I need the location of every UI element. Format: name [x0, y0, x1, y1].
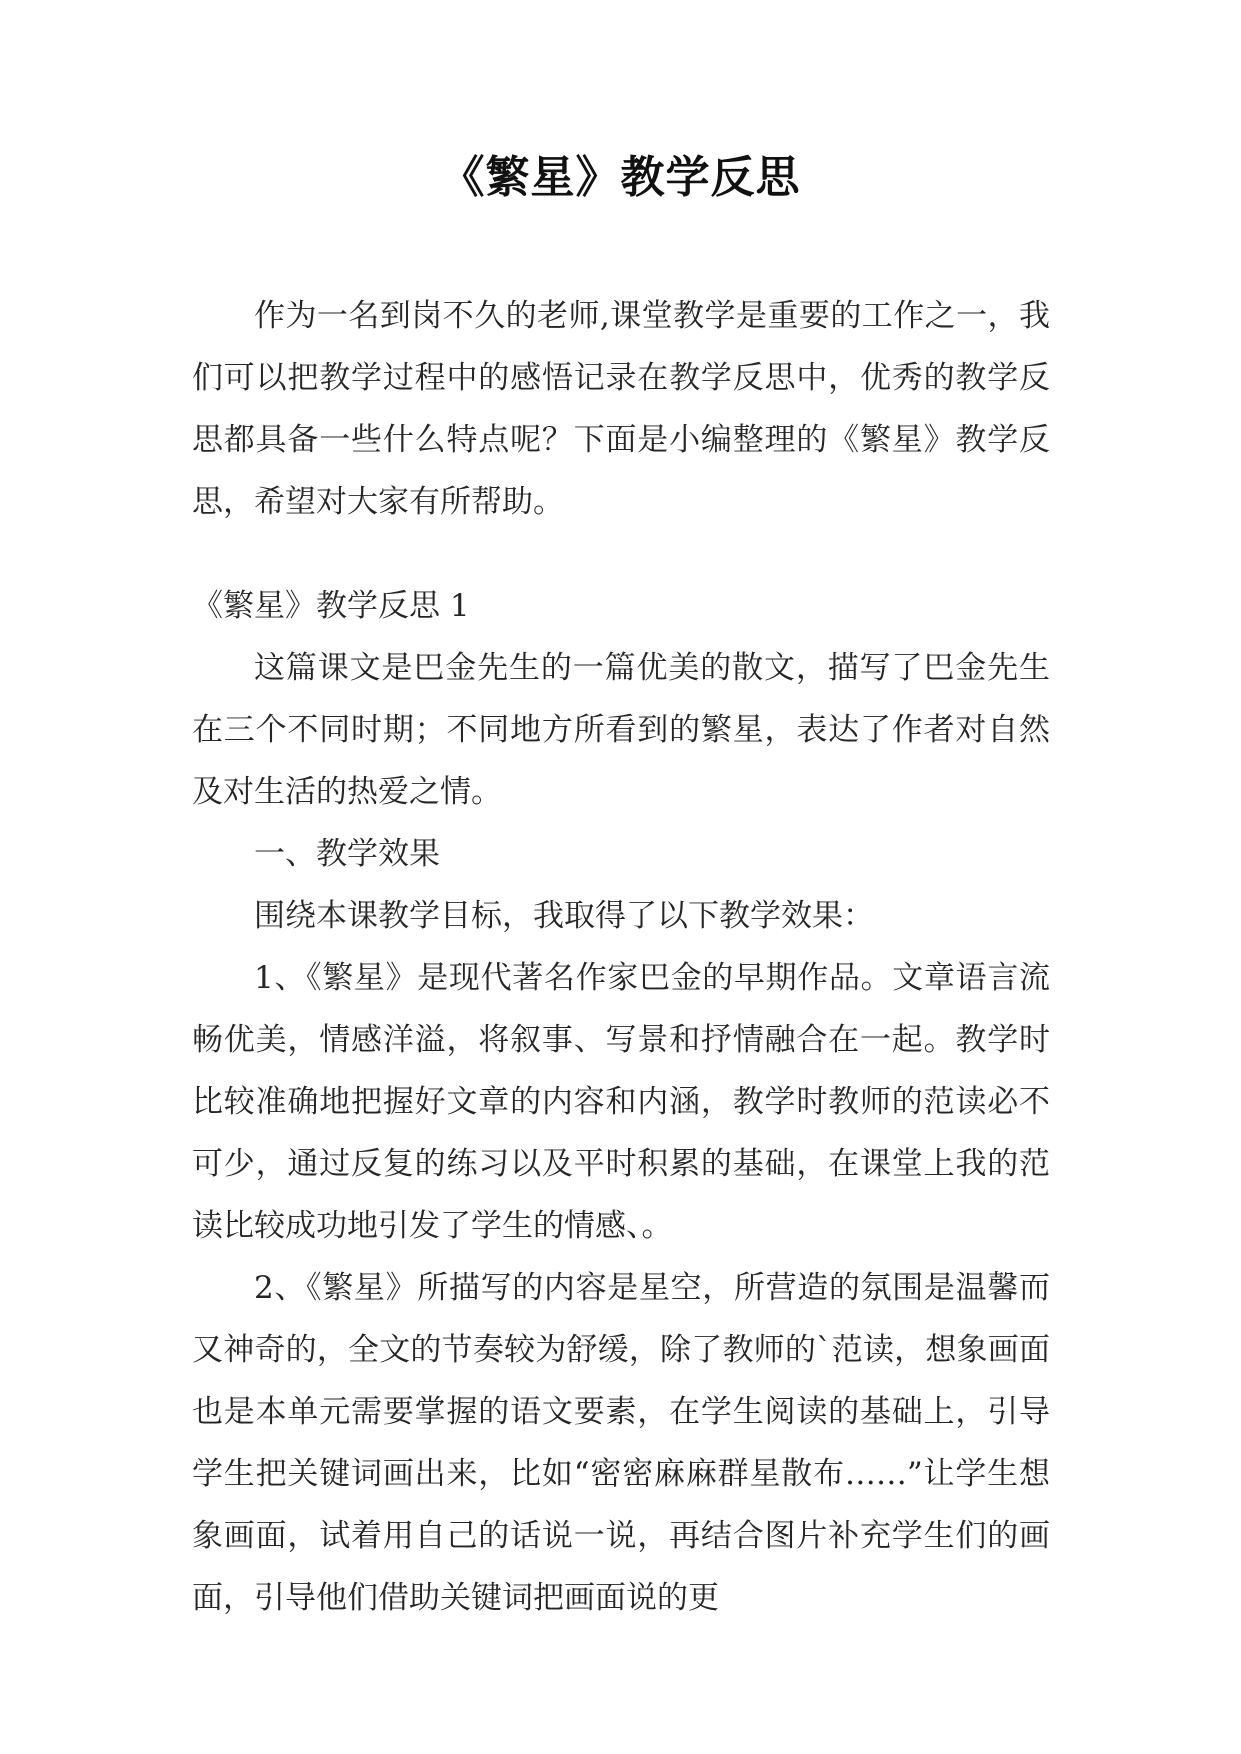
section-heading: 《繁星》教学反思 1	[192, 588, 470, 624]
intro-paragraph: 作为一名到岗不久的老师,课堂教学是重要的工作之一，我们可以把教学过程中的感悟记录在教学反思中，优秀的教学反思都具备一些什么特点呢？下面是小编整理的《繁星》教学反思，希望对大家有所帮助。	[192, 298, 1050, 520]
body-paragraph: 2、《繁星》所描写的内容是星空，所营造的氛围是温馨而又神奇的，全文的节奏较为舒缓，除了教师的`范读，想象画面也是本单元需要掌握的语文要素，在学生阅读的基础上，引导学生把关键词画出来，比如“密密麻麻群星散布……”让学生想象画面，试着用自己的话说一说，再结合图片补充学生们的画面，引导他们借助关键词把画面说的更	[192, 1270, 1050, 1616]
document-title: 《繁星》教学反思	[440, 152, 801, 203]
intro-section	[192, 285, 1050, 533]
body-paragraph: 围绕本课教学目标，我取得了以下教学效果：	[254, 898, 874, 934]
section-1	[192, 575, 1050, 1629]
body-paragraph: 这篇课文是巴金先生的一篇优美的散文，描写了巴金先生在三个不同时期；不同地方所看到的繁星，表达了作者对自然及对生活的热爱之情。	[192, 650, 1050, 810]
subheading-teaching-effect: 一、教学效果	[254, 836, 440, 872]
body-paragraph: 1、《繁星》是现代著名作家巴金的早期作品。文章语言流畅优美，情感洋溢，将叙事、写景和抒情融合在一起。教学时比较准确地把握好文章的内容和内涵，教学时教师的范读必不可少，通过反复的练习以及平时积累的基础，在课堂上我的范读比较成功地引发了学生的情感、。	[192, 960, 1050, 1244]
